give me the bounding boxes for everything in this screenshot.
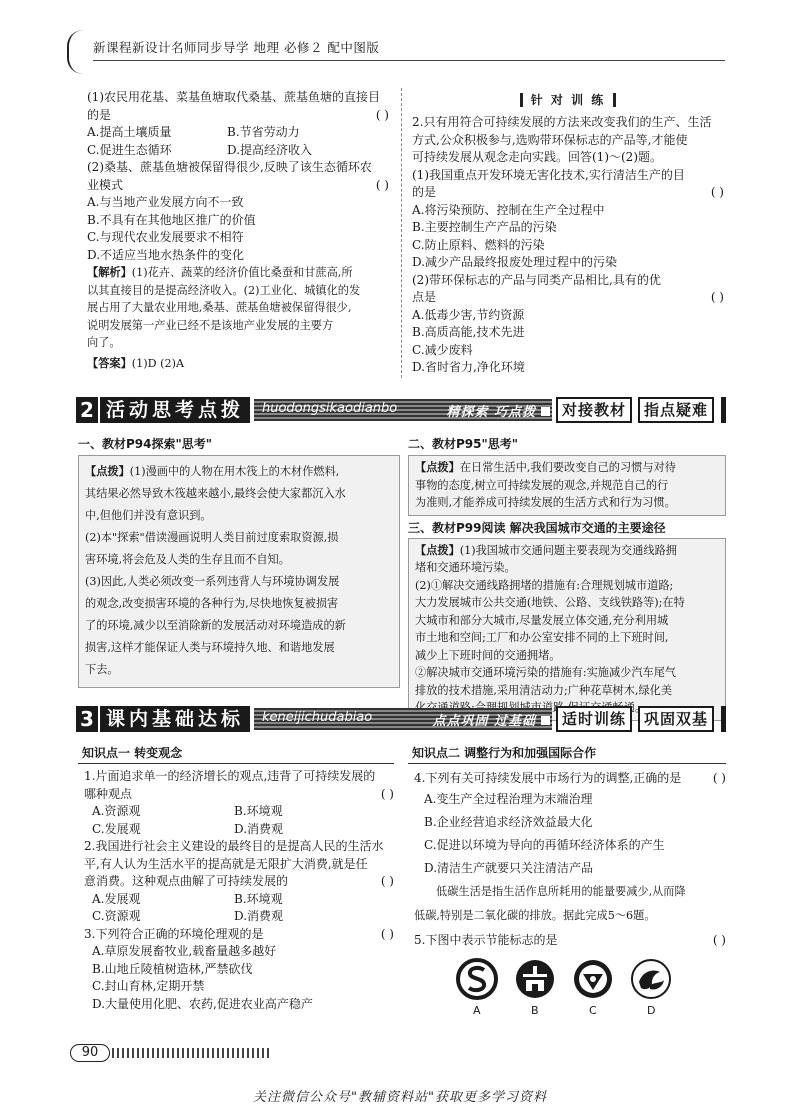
analysis-label: 【解析】: [87, 265, 132, 279]
section-3-banner: [76, 706, 726, 732]
section-title: 活动思考点拨: [100, 397, 250, 423]
activity-heading: 二、教材P95"思考": [408, 437, 518, 451]
tip-label: 【点拨】: [415, 460, 460, 474]
kp-rule: [78, 763, 394, 764]
section-tag: 巩固双基: [638, 706, 714, 732]
activity-line: 【点拨】在日常生活中,我们要改变自己的习惯与对待: [415, 460, 676, 474]
option: C.发展观: [92, 821, 141, 836]
section-slogan: 精探索 巧点拨: [446, 405, 536, 420]
option: D.大量使用化肥、农药,促进农业高产稳产: [92, 996, 313, 1011]
passage-line: 低碳,特别是二氧化碳的排放。据此完成5～6题。: [414, 908, 656, 922]
answer-paren: ( ): [375, 107, 389, 122]
q2-stem: (2)桑基、蔗基鱼塘被保留得很少,反映了该生态循环农: [87, 160, 372, 174]
activity-line: 中,但他们并没有意识到。: [85, 509, 212, 522]
activity-line: 排放的技术措施,采用清洁动力;广种花草树木,绿化美: [415, 683, 673, 697]
kp-heading: 知识点二 调整行为和加强国际合作: [412, 746, 597, 760]
tip-label: 【点拨】: [85, 464, 130, 478]
activity-line: (2)①解决交通线路拥堵的措施有:合理规划城市道路;: [415, 578, 674, 592]
q2-stem-cont: 业模式 ( ): [87, 177, 389, 195]
activity-line: ②解决城市交通环境污染的措施有:实施减少汽车尾气: [415, 666, 677, 679]
section-end-bar: [721, 397, 726, 423]
activity-line: 市土地和空间;工厂和办公室安排不同的上下班时间,: [415, 631, 669, 644]
sub-question: (1)我国重点开发环境无害化技术,实行清洁生产的目: [412, 167, 685, 182]
activity-line: (2)本"探索"借读漫画说明人类目前过度索取资源,损: [85, 531, 339, 544]
option: B.不具有在其他地区推广的价值: [87, 212, 256, 227]
activity-line: 为准则,才能养成可持续发展的生活方式和行为习惯。: [415, 496, 676, 509]
answer-paren: ( ): [710, 185, 724, 199]
question-stem: 3.下列符合正确的环境伦理观的是 ( ): [84, 926, 394, 944]
analysis-line: 以其直接目的是提高经济收入。(2)工业化、城镇化的发: [87, 283, 361, 297]
activity-box: [408, 455, 726, 516]
answer-paren: ( ): [710, 290, 724, 304]
top-left-column: [87, 89, 389, 372]
option: A.提高土壤质量: [87, 125, 172, 139]
option: B.主要控制生产产品的污染: [412, 220, 557, 234]
option: A.变生产全过程治理为末端治理: [424, 791, 593, 806]
option: C.资源观: [92, 909, 141, 923]
sub-question-cont: 点是 ( ): [412, 289, 724, 307]
kp2-questions: [408, 770, 726, 952]
question-stem: 平,有人认为生活水平的提高就是无限扩大消费,就是任: [84, 856, 368, 871]
activity-line: 堵和交通环境污染。: [415, 561, 516, 574]
logo-label: A: [473, 1004, 481, 1017]
logo-c-icon: [572, 958, 614, 1000]
option: A.将污染预防、控制在生产全过程中: [412, 202, 605, 217]
option: A.资源观: [92, 804, 141, 818]
kp-rule: [408, 763, 726, 764]
q1-options-row1: [87, 124, 389, 142]
option: D.清洁生产就要只关注清洁产品: [424, 860, 594, 875]
practice-box-title: 针 对 训 练: [412, 89, 724, 108]
q1-stem: (1)农民用花基、菜基鱼塘取代桑基、蔗基鱼塘的直接目: [87, 90, 381, 104]
logo-label: B: [531, 1004, 539, 1017]
analysis-line: 展占用了大量农业用地,桑基、蔗基鱼塘被保留得很少,: [87, 301, 352, 314]
top-right-column: [412, 89, 724, 377]
activity-heading: 三、教材P99阅读 解决我国城市交通的主要途径: [408, 520, 666, 535]
activity-line: 下去。: [85, 663, 119, 676]
answer-paren: ( ): [712, 932, 726, 947]
options-row: [84, 821, 394, 839]
option: C.减少废料: [412, 342, 473, 357]
activity-box: [408, 538, 726, 721]
column-divider: [401, 88, 402, 378]
section-slogan: 点点巩固 过基础: [432, 714, 536, 729]
answer-label: 【答案】: [87, 355, 132, 370]
activity-line: 损害,这样才能保证人类与环境持久地、和谐地发展: [85, 641, 335, 654]
option: C.促进生态循环: [87, 142, 172, 157]
activity-line: 减少上下班时间的交通拥堵。: [415, 648, 561, 662]
option: B.山地丘陵植树造林,严禁砍伐: [92, 961, 253, 976]
option: C.封山育林,定期开禁: [92, 979, 205, 993]
option: D.消费观: [234, 821, 284, 836]
option: A.低毒少害,节约资源: [412, 307, 525, 322]
options-row: [84, 891, 394, 909]
option: D.消费观: [234, 909, 284, 923]
section-end-bar: [721, 706, 726, 732]
activity-line: 害环境,将会危及人类的生存且而不自知。: [85, 553, 290, 566]
q2-intro: 2.只有用符合可持续发展的方法来改变我们的生产、生活: [412, 115, 712, 129]
analysis-line: 说明发展第一产业已经不是该地产业发展的主要方: [87, 318, 334, 332]
answer-paren: ( ): [712, 771, 726, 785]
section-2-banner: [76, 397, 726, 423]
option: B.节省劳动力: [227, 125, 300, 139]
answer-paren: ( ): [375, 177, 389, 192]
section-band: [254, 708, 552, 730]
answer-paren: ( ): [380, 786, 394, 801]
activity-line: (3)因此,人类必须改变一系列违背人与环境协调发展: [85, 575, 340, 588]
option: B.企业经营追求经济效益最大化: [424, 814, 593, 829]
dotted-decoration: [112, 1048, 272, 1058]
option: D.省时省力,净化环境: [412, 360, 525, 374]
options-row: [84, 803, 394, 821]
activity-line: 事物的态度,树立可持续发展的观念,并规范自己的行: [415, 478, 669, 492]
section-pinyin: keneijichudabiao: [262, 710, 373, 725]
footer-notice: 关注微信公众号"教辅资料站"获取更多学习资料: [253, 1090, 547, 1105]
option: D.提高经济收入: [227, 142, 313, 157]
sub-question-cont: 的是 ( ): [412, 184, 724, 202]
square-icon: [541, 407, 550, 416]
option: A.发展观: [92, 891, 141, 906]
analysis-line: 向了。: [87, 336, 121, 349]
activity-line: 大城市和部分大城市,尽量发展立体交通,充分利用城: [415, 613, 669, 627]
activity-line: 大力发展城市公共交通(地铁、公路、支线铁路等);在特: [415, 596, 685, 609]
header-decoration: [67, 30, 85, 74]
option: B.高质高能,技术先进: [412, 325, 525, 339]
activity-box: [78, 455, 400, 688]
option: D.减少产品最终报废处理过程中的污染: [412, 255, 618, 269]
question-stem-cont: 哪种观点 ( ): [84, 786, 394, 804]
option: B.环境观: [234, 804, 283, 818]
option: B.环境观: [234, 891, 283, 906]
sub-question: (2)带环保标志的产品与同类产品相比,具有的优: [412, 272, 661, 287]
logo-group: [456, 958, 696, 1022]
question-stem-cont: 意消费。这种观点曲解了可持续发展的 ( ): [84, 873, 394, 891]
option: C.促进以环境为导向的再循环经济体系的产生: [424, 837, 665, 852]
option: A.与当地产业发展方向不一致: [87, 195, 244, 209]
q2-intro: 可持续发展从观念走向实践。回答(1)～(2)题。: [412, 150, 662, 164]
option: C.与现代农业发展要求不相符: [87, 230, 244, 244]
activity-line: 其结果必然导致木筏越来越小,最终会使大家都沉入水: [85, 487, 346, 500]
analysis-line: 【解析】(1)花卉、蔬菜的经济价值比桑蚕和甘蔗高,所: [87, 265, 353, 279]
tip-label: 【点拨】: [415, 542, 460, 557]
question-stem: 4.下列有关可持续发展中市场行为的调整,正确的是 ( ): [414, 770, 726, 788]
logo-label: D: [647, 1004, 656, 1017]
activity-line: 了的环境,减少以至消除新的发展活动对环境造成的新: [85, 619, 346, 632]
options-row: [84, 908, 394, 926]
knowledge-point-2: [408, 744, 726, 952]
logo-b-icon: [514, 958, 556, 1000]
question-stem: 5.下图中表示节能标志的是 ( ): [414, 928, 726, 952]
kp-heading: 知识点一 转变观念: [82, 746, 183, 760]
square-icon: [541, 716, 550, 725]
q1-stem-cont: 的是 ( ): [87, 107, 389, 125]
answer-paren: ( ): [380, 874, 394, 888]
logo-label: C: [589, 1004, 597, 1017]
activity-line: 【点拨】(1)我国城市交通问题主要表现为交通线路拥: [415, 542, 677, 557]
activity-line: 的观念,改变损害环境的各种行为,尽快地恢复被损害: [85, 597, 339, 610]
option: C.防止原料、燃料的污染: [412, 237, 545, 252]
answer-paren: ( ): [380, 926, 394, 941]
page-number: 90: [70, 1044, 110, 1062]
option: D.不适应当地水热条件的变化: [87, 247, 245, 262]
question-stem: 1.片面追求单一的经济增长的观点,违背了可持续发展的: [84, 769, 376, 783]
kp1-questions: [78, 768, 394, 1013]
section-number: 2: [76, 397, 98, 423]
activity-line: 【点拨】(1)漫画中的人物在用木筏上的木材作燃料,: [85, 464, 340, 478]
logo-d-icon: [630, 958, 672, 1000]
page-header-title: 新课程新设计名师同步导学 地理 必修２ 配中图版: [93, 40, 380, 55]
answer-line: 【答案】(1)D (2)A: [87, 355, 185, 370]
activity-heading: 一、教材P94探索"思考": [78, 437, 212, 451]
logo-a-icon: [456, 958, 498, 1000]
header-rule: [93, 60, 725, 61]
section-pinyin: huodongsikaodianbo: [262, 401, 398, 416]
activity-left: [78, 435, 400, 688]
option: A.草原发展畜牧业,载畜量越多越好: [92, 944, 277, 958]
passage-line: 低碳生活是指生活作息所耗用的能量要减少,从而降: [436, 884, 686, 898]
question-stem: 2.我国进行社会主义建设的最终目的是提高人民的生活水: [84, 839, 384, 853]
section-tag: 适时训练: [556, 706, 632, 732]
knowledge-point-1: [78, 744, 394, 1013]
section-tag: 指点疑难: [638, 397, 714, 423]
q2-intro: 方式,公众积极参与,选购带环保标志的产品等,才能使: [412, 132, 688, 147]
section-number: 3: [76, 706, 98, 732]
section-tag: 对接教材: [556, 397, 632, 423]
activity-right: [408, 435, 726, 721]
q1-options-row2: [87, 142, 389, 160]
section-title: 课内基础达标: [100, 706, 250, 732]
section-band: [254, 399, 552, 421]
